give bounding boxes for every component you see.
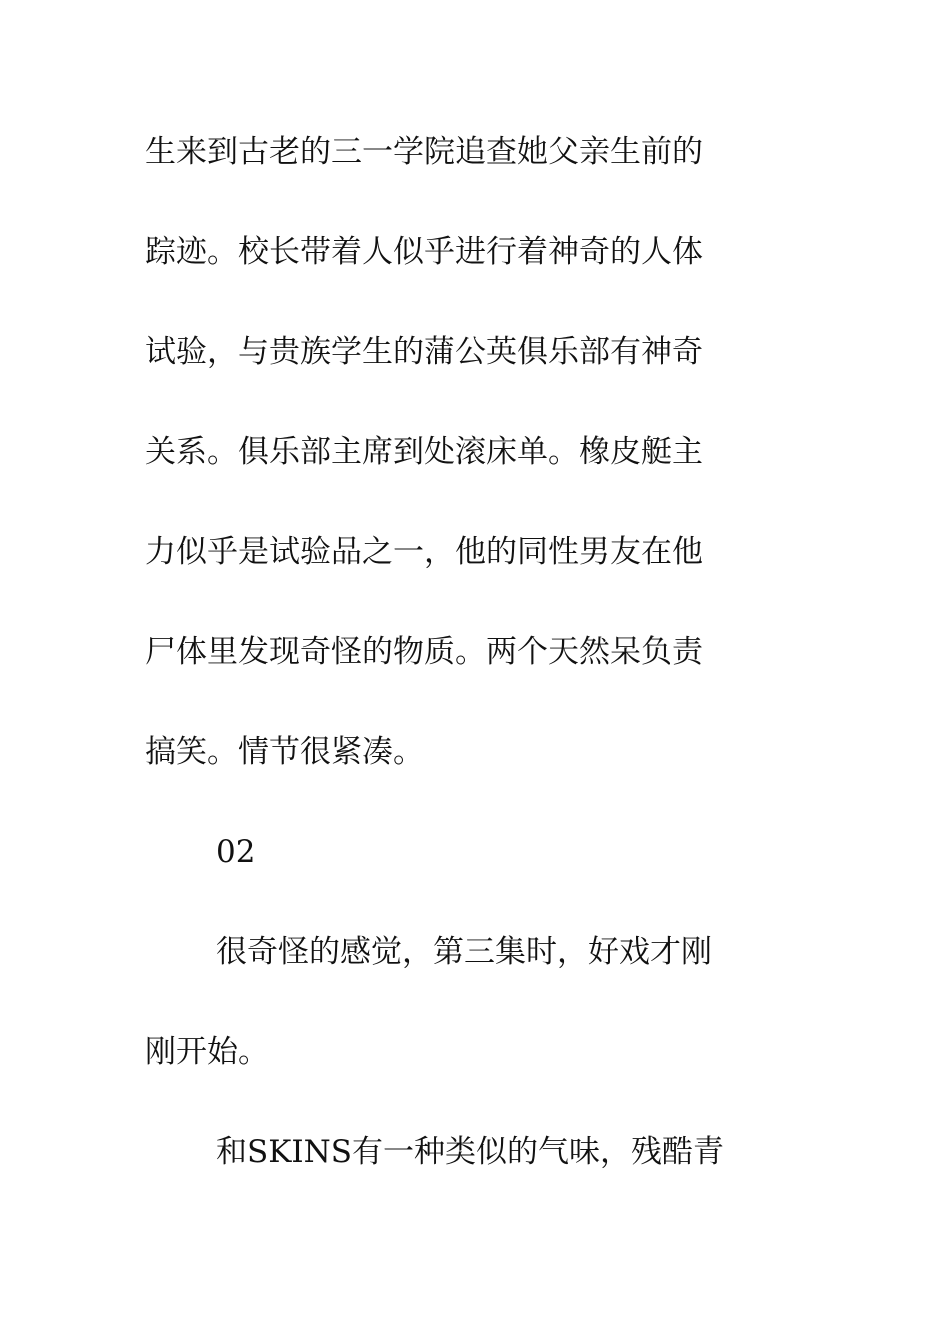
section-number: 02 (216, 834, 256, 870)
text-line: 踪迹。校长带着人似乎进行着神奇的人体 (145, 234, 703, 270)
text-line: 刚开始。 (145, 1034, 269, 1070)
paragraph-start-line: 很奇怪的感觉，第三集时，好戏才刚 (216, 934, 712, 970)
text-line: 生来到古老的三一学院追查她父亲生前的 (145, 134, 703, 170)
text-line: 试验，与贵族学生的蒲公英俱乐部有神奇 (145, 334, 703, 370)
paragraph-start-line: 和SKINS有一种类似的气味，残酷青 (216, 1134, 725, 1170)
text-line: 力似乎是试验品之一，他的同性男友在他 (145, 534, 703, 570)
text-line: 关系。俱乐部主席到处滚床单。橡皮艇主 (145, 434, 703, 470)
text-line: 搞笑。情节很紧凑。 (145, 734, 424, 770)
text-line: 尸体里发现奇怪的物质。两个天然呆负责 (145, 634, 703, 670)
